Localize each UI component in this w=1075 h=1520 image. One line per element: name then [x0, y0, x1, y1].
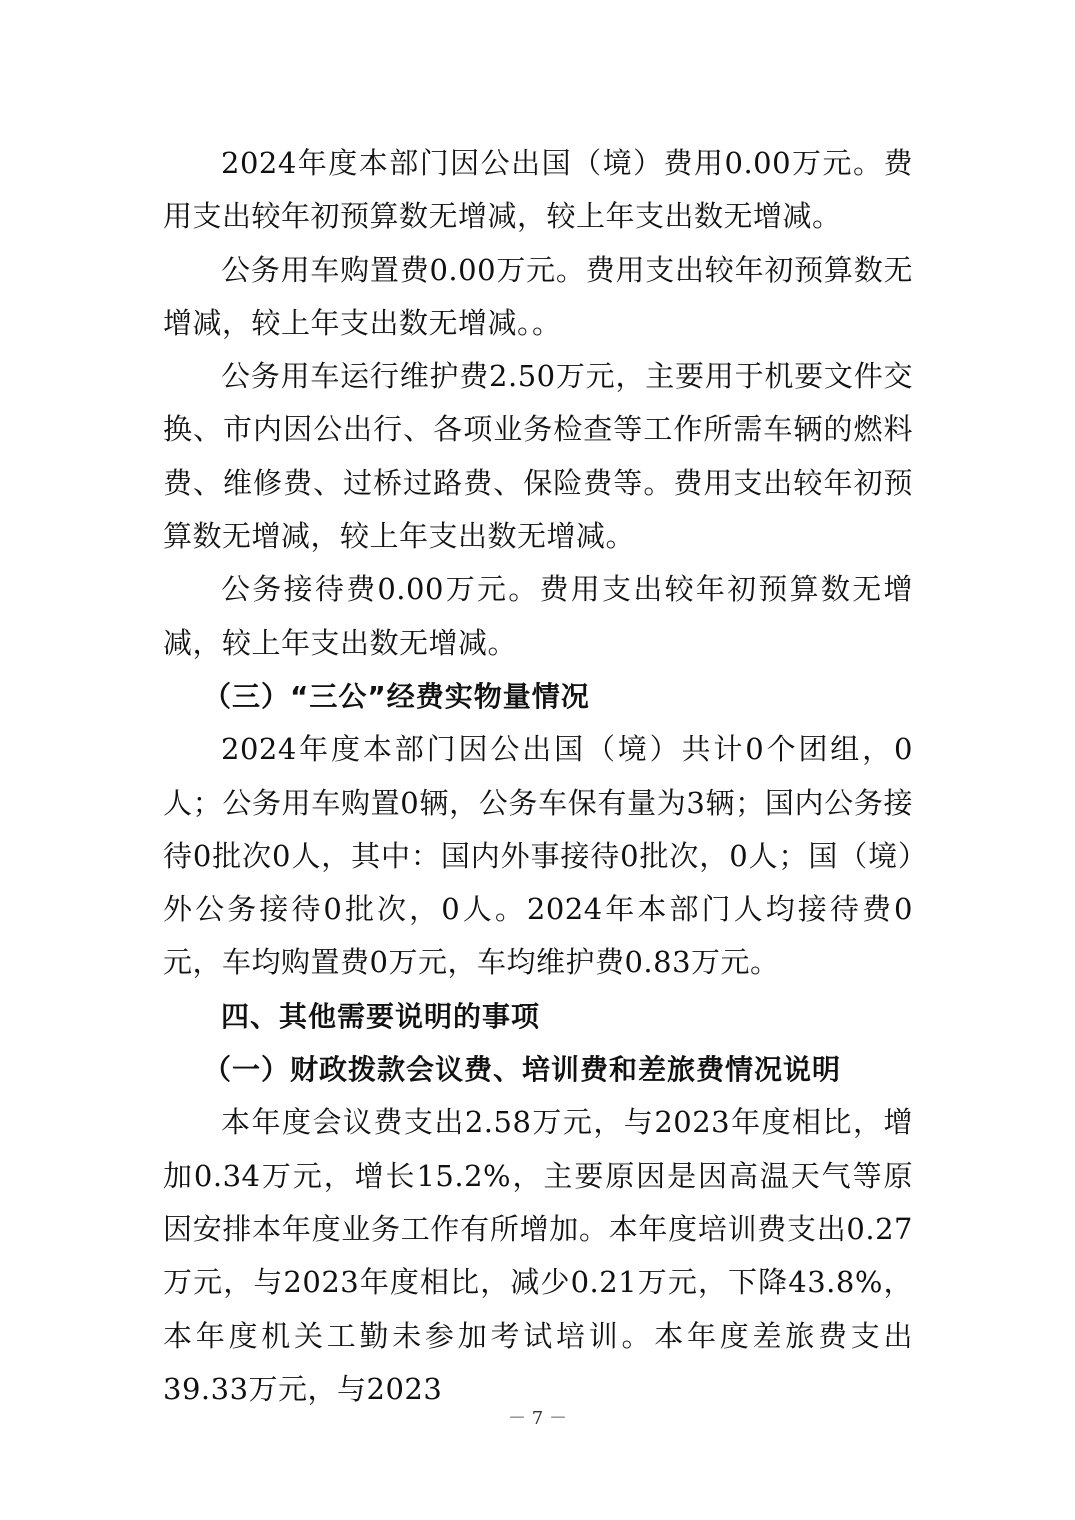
paragraph-meeting-training-travel: 本年度会议费支出2.58万元，与2023年度相比，增加0.34万元，增长15.2%，主要原因是因高温天气等原因安排本年度业务工作有所增加。本年度培训费支出0.27万元，与2023年度相比，减少0.21万元，下降43.8%，本年度机关工勤未参加考试培训。本年度差旅费支出39.33万元，与2023	[163, 1105, 913, 1406]
section-heading-other-matters: 四、其他需要说明的事项	[221, 999, 541, 1033]
section-heading-meeting-training-travel: （一）财政拨款会议费、培训费和差旅费情况说明	[203, 1053, 842, 1087]
paragraph-physical-quantity: 2024年度本部门因公出国（境）共计0个团组，0人；公务用车购置0辆，公务车保有量为3辆；国内公务接待0批次0人，其中：国内外事接待0批次，0人；国（境）外公务接待0批次，0人。2024年本部门人均接待费0元，车均购置费0万元，车均维护费0.83万元。	[163, 732, 913, 980]
document-body	[163, 137, 913, 1416]
paragraph-overseas-travel: 2024年度本部门因公出国（境）费用0.00万元。费用支出较年初预算数无增减，较上年支出数无增减。	[163, 146, 913, 234]
page-number: － 7 －	[508, 1408, 567, 1429]
paragraph-vehicle-purchase: 公务用车购置费0.00万元。费用支出较年初预算数无增减，较上年支出数无增减。。	[163, 252, 913, 340]
paragraph-reception: 公务接待费0.00万元。费用支出较年初预算数无增减，较上年支出数无增减。	[163, 572, 913, 660]
paragraph-vehicle-maintenance: 公务用车运行维护费2.50万元，主要用于机要文件交换、市内因公出行、各项业务检查等工作所需车辆的燃料费、维修费、过桥过路费、保险费等。费用支出较年初预算数无增减，较上年支出数无增减。	[163, 359, 913, 554]
section-heading-physical-quantity: （三）“三公”经费实物量情况	[203, 679, 590, 713]
